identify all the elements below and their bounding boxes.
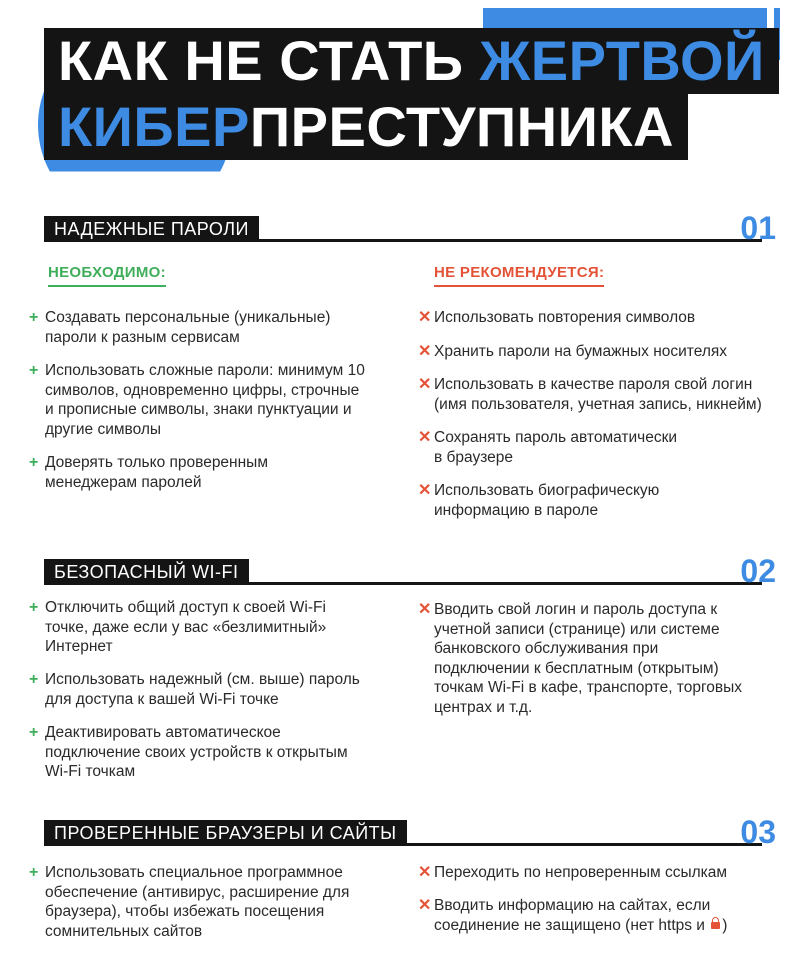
dont-item	[418, 308, 696, 328]
title-part: ПРЕСТУПНИКА	[249, 95, 674, 158]
item-line: центрах и т.д.	[434, 698, 533, 716]
item-line: Вводить свой логин и пароль доступа к	[434, 601, 718, 618]
item-line: Wi-Fi точкам	[45, 763, 136, 780]
item-line: Использовать повторения символов	[434, 309, 696, 326]
item-line: Переходить по непроверенным ссылкам	[434, 864, 728, 881]
do-item	[29, 361, 365, 439]
dont-item	[418, 375, 762, 414]
section-number: 01	[740, 210, 776, 246]
dont-item	[418, 481, 660, 520]
dont-item	[418, 600, 743, 717]
item-line: подключение своих устройств к открытым	[45, 743, 348, 761]
dont-column-title: НЕ РЕКОМЕНДУЕТСЯ:	[434, 264, 604, 287]
cross-icon: ✕	[418, 376, 432, 393]
item-line: Интернет	[45, 638, 113, 655]
item-line	[434, 916, 727, 936]
item-line: Деактивировать автоматическое	[45, 724, 281, 741]
item-line: другие символы	[45, 420, 162, 438]
title-accent: КИБЕР	[58, 95, 250, 158]
do-item	[29, 308, 331, 347]
section-wifi-header	[44, 553, 776, 589]
cross-icon: ✕	[418, 429, 432, 446]
cross-icon: ✕	[418, 864, 432, 881]
item-line: менеджерам паролей	[45, 473, 202, 491]
plus-icon: +	[29, 309, 39, 326]
plus-icon: +	[29, 362, 39, 379]
section-title: ПРОВЕРЕННЫЕ БРАУЗЕРЫ И САЙТЫ	[44, 820, 407, 846]
plus-icon: +	[29, 671, 39, 688]
item-line: Использовать биографическую	[434, 482, 660, 499]
title-part: КАК НЕ СТАТЬ	[58, 29, 480, 92]
dont-item	[418, 428, 678, 467]
item-line: точке, даже если у вас «безлимитный»	[45, 618, 327, 636]
cross-icon: ✕	[418, 343, 432, 360]
item-line: Использовать специальное программное	[45, 864, 343, 881]
cross-icon: ✕	[418, 482, 432, 499]
item-line: для доступа к вашей Wi-Fi точке	[45, 690, 279, 708]
section-title: НАДЕЖНЫЕ ПАРОЛИ	[44, 216, 259, 242]
item-line: Хранить пароли на бумажных носителях	[434, 343, 728, 360]
item-line: пароли к разным сервисам	[45, 328, 240, 346]
item-line: и прописные символы, знаки пунктуации и	[45, 401, 352, 418]
plus-icon: +	[29, 599, 39, 616]
do-item	[29, 453, 268, 492]
do-item	[29, 598, 327, 657]
do-item	[29, 863, 350, 941]
do-item	[29, 670, 360, 709]
cross-icon: ✕	[418, 601, 432, 618]
dont-item	[418, 863, 728, 883]
section-number: 03	[740, 814, 776, 850]
item-line: банковского обслуживания при	[434, 640, 659, 657]
title-line-1	[44, 28, 779, 94]
item-text-tail: )	[722, 916, 728, 934]
item-line: Использовать в качестве пароля свой логин	[434, 376, 753, 393]
item-line: Использовать сложные пароли: минимум 10	[45, 362, 365, 379]
item-line: сомнительных сайтов	[45, 922, 203, 940]
item-line: подключении к бесплатным (открытым)	[434, 659, 719, 677]
item-line: информацию в пароле	[434, 501, 599, 519]
item-line: символов, одновременно цифры, строчные	[45, 381, 360, 399]
section-passwords-header	[44, 210, 776, 246]
item-line: Использовать надежный (см. выше) пароль	[45, 671, 360, 688]
item-line: в браузере	[434, 448, 514, 466]
plus-icon: +	[29, 864, 39, 881]
item-line: Вводить информацию на сайтах, если	[434, 897, 711, 914]
dont-item	[418, 342, 728, 362]
section-browsers-header	[44, 814, 776, 850]
item-line: браузера), чтобы избежать посещения	[45, 903, 325, 920]
lock-icon	[711, 922, 720, 929]
section-number: 02	[740, 553, 776, 589]
item-line: обеспечение (антивирус, расширение для	[45, 883, 350, 901]
section-title: БЕЗОПАСНЫЙ WI-FI	[44, 559, 249, 585]
item-line: (имя пользователя, учетная запись, никнейм)	[434, 395, 762, 413]
item-line: Создавать персональные (уникальные)	[45, 309, 331, 326]
item-line: Сохранять пароль автоматически	[434, 429, 678, 446]
title-accent: ЖЕРТВОЙ	[479, 29, 765, 92]
item-line: точкам Wi-Fi в кафе, транспорте, торговых	[434, 679, 743, 696]
item-text: соединение не защищено (нет https и	[434, 916, 710, 934]
item-line: Доверять только проверенным	[45, 454, 268, 471]
cross-icon: ✕	[418, 897, 432, 914]
title-line-2	[44, 94, 688, 160]
do-column-title: НЕОБХОДИМО:	[48, 264, 166, 287]
plus-icon: +	[29, 454, 39, 471]
cross-icon: ✕	[418, 309, 432, 326]
item-line: Отключить общий доступ к своей Wi-Fi	[45, 599, 326, 616]
do-item	[29, 723, 348, 782]
item-line: учетной записи (странице) или системе	[434, 620, 720, 638]
plus-icon: +	[29, 724, 39, 741]
dont-item	[418, 896, 728, 935]
